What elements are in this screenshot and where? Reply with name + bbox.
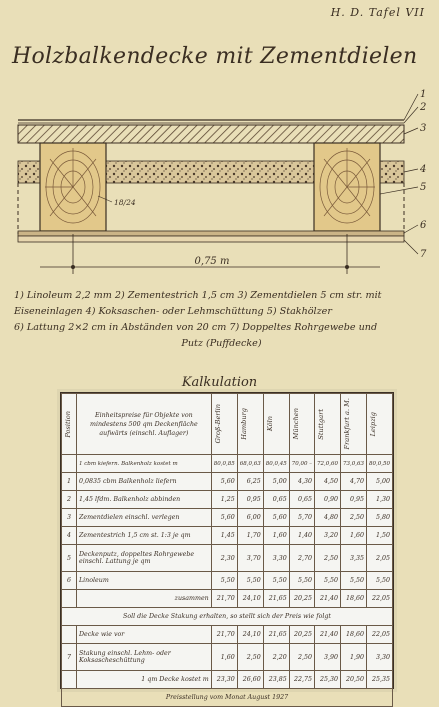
note-row: Soll die Decke Stakung erhalten, so stellt sich der Preis wie folgt	[62, 608, 393, 626]
table-row: 2 1,45 lfdm. Balkenholz abbinden 1,25 0,95 0,65 0,65 0,90 0,95 1,30	[62, 491, 393, 509]
city-header: München	[291, 408, 300, 440]
city-header: Leipzig	[369, 411, 377, 437]
table-row: 5 Deckenputz, doppeltes Rohrgewebe einschl. Lattung je qm 2,30 3,70 3,30 2,70 2,50 3,35 2,05	[62, 545, 393, 572]
layer-number-7: 7	[420, 249, 427, 260]
plate-number: H. D. Tafel VII	[330, 6, 425, 19]
city-header: Köln	[265, 416, 274, 432]
timber-beam-right	[314, 143, 380, 231]
page-title: Holzbalkendecke mit Zementdielen	[12, 44, 418, 69]
legend-line: Putz (Puffdecke)	[181, 338, 262, 349]
city-header: Frankfurt a. M.	[343, 398, 351, 450]
position-header: Position	[64, 410, 72, 438]
table-row: 3 Zementdielen einschl. verlegen 5,60 6,00 5,60 5,70 4,80 2,50 5,80	[62, 509, 393, 527]
plaster-layer	[18, 236, 404, 242]
city-header: Hamburg	[239, 408, 248, 440]
unit-price-header: Einheitspreise für Objekte von mindestens 500 qm Deckenfläche aufwärts (einschl. Auflager)	[76, 394, 211, 455]
table-row: 7 Stakung einschl. Lehm- oder Koksascheschüttung 1,60 2,50 2,20 2,50 3,90 1,90 3,30	[62, 644, 393, 671]
table-row: Decke wie vor 21,70 24,10 21,65 20,25 21,40 18,60 22,05	[62, 626, 393, 644]
city-header: Stuttgart	[317, 408, 325, 440]
table-row: 6 Linoleum 5,50 5,50 5,50 5,50 5,50 5,50 5,50	[62, 572, 393, 590]
legend	[14, 288, 429, 352]
cement-plank-layer	[18, 125, 404, 143]
layer-number-6: 6	[420, 220, 427, 231]
layer-number-3: 3	[420, 123, 427, 134]
legend-line: Eiseneinlagen 4) Koksaschen- oder Lehmschüttung 5) Stakhölzer	[14, 306, 332, 317]
layer-number-5: 5	[420, 182, 427, 193]
sum-row: zusammen 21,70 24,10 21,65 20,25 21,40 18,60 22,05	[62, 590, 393, 608]
layer-number-4: 4	[420, 164, 427, 175]
legend-line: 1) Linoleum 2,2 mm 2) Zementestrich 1,5 cm 3) Zementdielen 5 cm str. mit	[14, 290, 382, 301]
footer-row: Preisstellung vom Monat August 1927	[62, 689, 393, 707]
table-row: 1 cbm kiefern. Balkenholz kostet m 80,0,85 68,0,63 80,0,45 70,00 – 72,0,60 73,0,63 80,0,50	[62, 455, 393, 473]
calculation-title: Kalkulation	[181, 375, 258, 390]
floor-cross-section-drawing	[0, 84, 439, 284]
lath-layer	[18, 231, 404, 236]
legend-line: 6) Lattung 2×2 cm in Abständen von 20 cm 7) Doppeltes Rohrgewebe und	[14, 322, 378, 333]
table-row: 4 Zementestrich 1,5 cm st. 1:3 je qm 1,45 1,70 1,60 1,40 3,20 1,60 1,50	[62, 527, 393, 545]
table-row: 1 0,0835 cbm Balkenholz liefern 5,60 6,25 5,00 4,30 4,50 4,70 5,00	[62, 473, 393, 491]
spacing-label: 0,75 m	[194, 256, 230, 267]
city-header: Groß-Berlin	[213, 404, 222, 444]
total-row: 1 qm Decke kostet m 23,30 26,60 23,85 22,75 25,30 20,50 25,35	[62, 671, 393, 689]
layer-number-2: 2	[420, 102, 427, 113]
calculation-table	[60, 392, 394, 701]
timber-beam-left	[40, 143, 106, 231]
beam-size-label: 18/24	[114, 198, 136, 207]
layer-number-1: 1	[420, 89, 427, 100]
